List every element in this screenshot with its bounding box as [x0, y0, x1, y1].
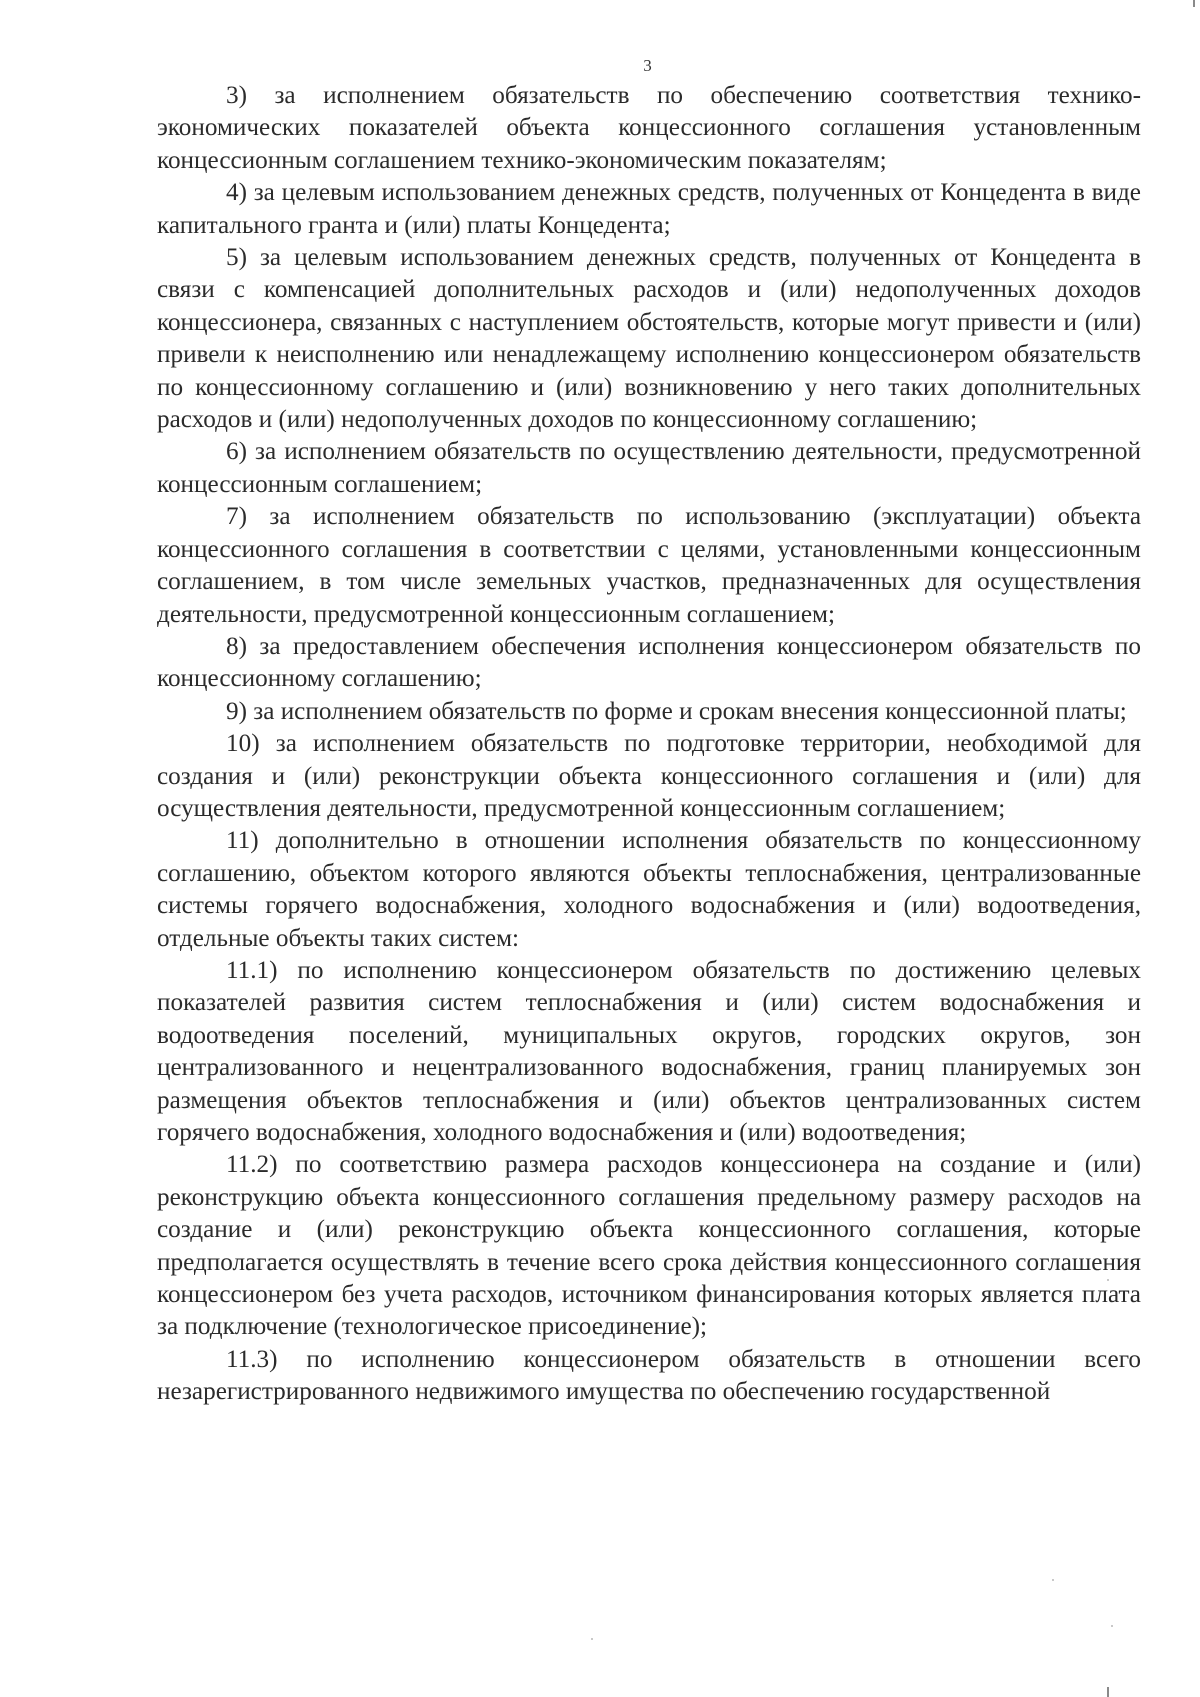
body-text	[157, 80, 1141, 1409]
list-item-6: 6) за исполнением обязательств по осуществлению деятельности, предусмотренной концессионным соглашением;	[157, 438, 1141, 498]
scan-speck	[1111, 1625, 1113, 1627]
list-item-8: 8) за предоставлением обеспечения исполнения концессионером обязательств по концессионному соглашению;	[157, 632, 1141, 693]
scan-mark-top	[1193, 0, 1195, 7]
list-item-7: 7) за исполнением обязательств по использованию (эксплуатации) объекта концессионного соглашения в соответствии с целями, установленными концессионным соглашением, в том числе земельных участков, предназначенных для осуществления деятельности, предусмотренной концессионным соглашением;	[157, 503, 1141, 628]
list-item-11-1: 11.1) по исполнению концессионером обязательств по достижению целевых показателей развития систем теплоснабжения и (или) систем водоснабжения и водоотведения поселений, муниципальных округов, городских округов, зон централизованного и нецентрализованного водоснабжения, границ планируемых зон размещения объектов теплоснабжения и (или) объектов централизованных систем горячего водоснабжения, холодного водоснабжения и (или) водоотведения;	[157, 956, 1141, 1146]
list-item-11: 11) дополнительно в отношении исполнения обязательств по концессионному соглашению, объектом которого являются объекты теплоснабжения, централизованные системы горячего водоснабжения, холодного водоснабжения и (или) водоотведения, отдельные объекты таких систем:	[157, 827, 1141, 952]
scan-speck	[1107, 1279, 1109, 1281]
list-item-4: 4) за целевым использованием денежных средств, полученных от Концедента в виде капитального гранта и (или) платы Концедента;	[157, 179, 1141, 239]
list-item-5: 5) за целевым использованием денежных средств, полученных от Концедента в связи с компенсацией дополнительных расходов и (или) недополученных доходов концессионера, связанных с наступлением обстоятельств, которые могут привести и (или) привели к неисполнению или ненадлежащему исполнению концессионером обязательств по концессионному соглашению и (или) возникновению у него таких дополнительных расходов и (или) недополученных доходов по концессионному соглашению;	[157, 244, 1141, 434]
list-item-3: 3) за исполнением обязательств по обеспечению соответствия технико-экономических показателей объекта концессионного соглашения установленным концессионным соглашением технико-экономическим показателям;	[157, 82, 1141, 174]
scan-mark-bottom	[1107, 1687, 1109, 1697]
list-item-11-3: 11.3) по исполнению концессионером обязательств в отношении всего незарегистрированного недвижимого имущества по обеспечению государственной	[157, 1345, 1141, 1406]
scan-speck	[1052, 1579, 1054, 1581]
list-item-10: 10) за исполнением обязательств по подготовке территории, необходимой для создания и (или) реконструкции объекта концессионного соглашения и (или) для осуществления деятельности, предусмотренной концессионным соглашением;	[157, 730, 1141, 822]
page-number: 3	[643, 56, 652, 75]
scan-speck	[591, 1638, 593, 1640]
list-item-11-2: 11.2) по соответствию размера расходов концессионера на создание и (или) реконструкцию объекта концессионного соглашения предельному размеру расходов на создание и (или) реконструкцию объекта концессионного соглашения, которые предполагается осуществлять в течение всего срока действия концессионного соглашения концессионером без учета расходов, источником финансирования которых является плата за подключение (технологическое присоединение);	[157, 1151, 1141, 1341]
list-item-9: 9) за исполнением обязательств по форме и срокам внесения концессионной платы;	[226, 697, 1127, 725]
